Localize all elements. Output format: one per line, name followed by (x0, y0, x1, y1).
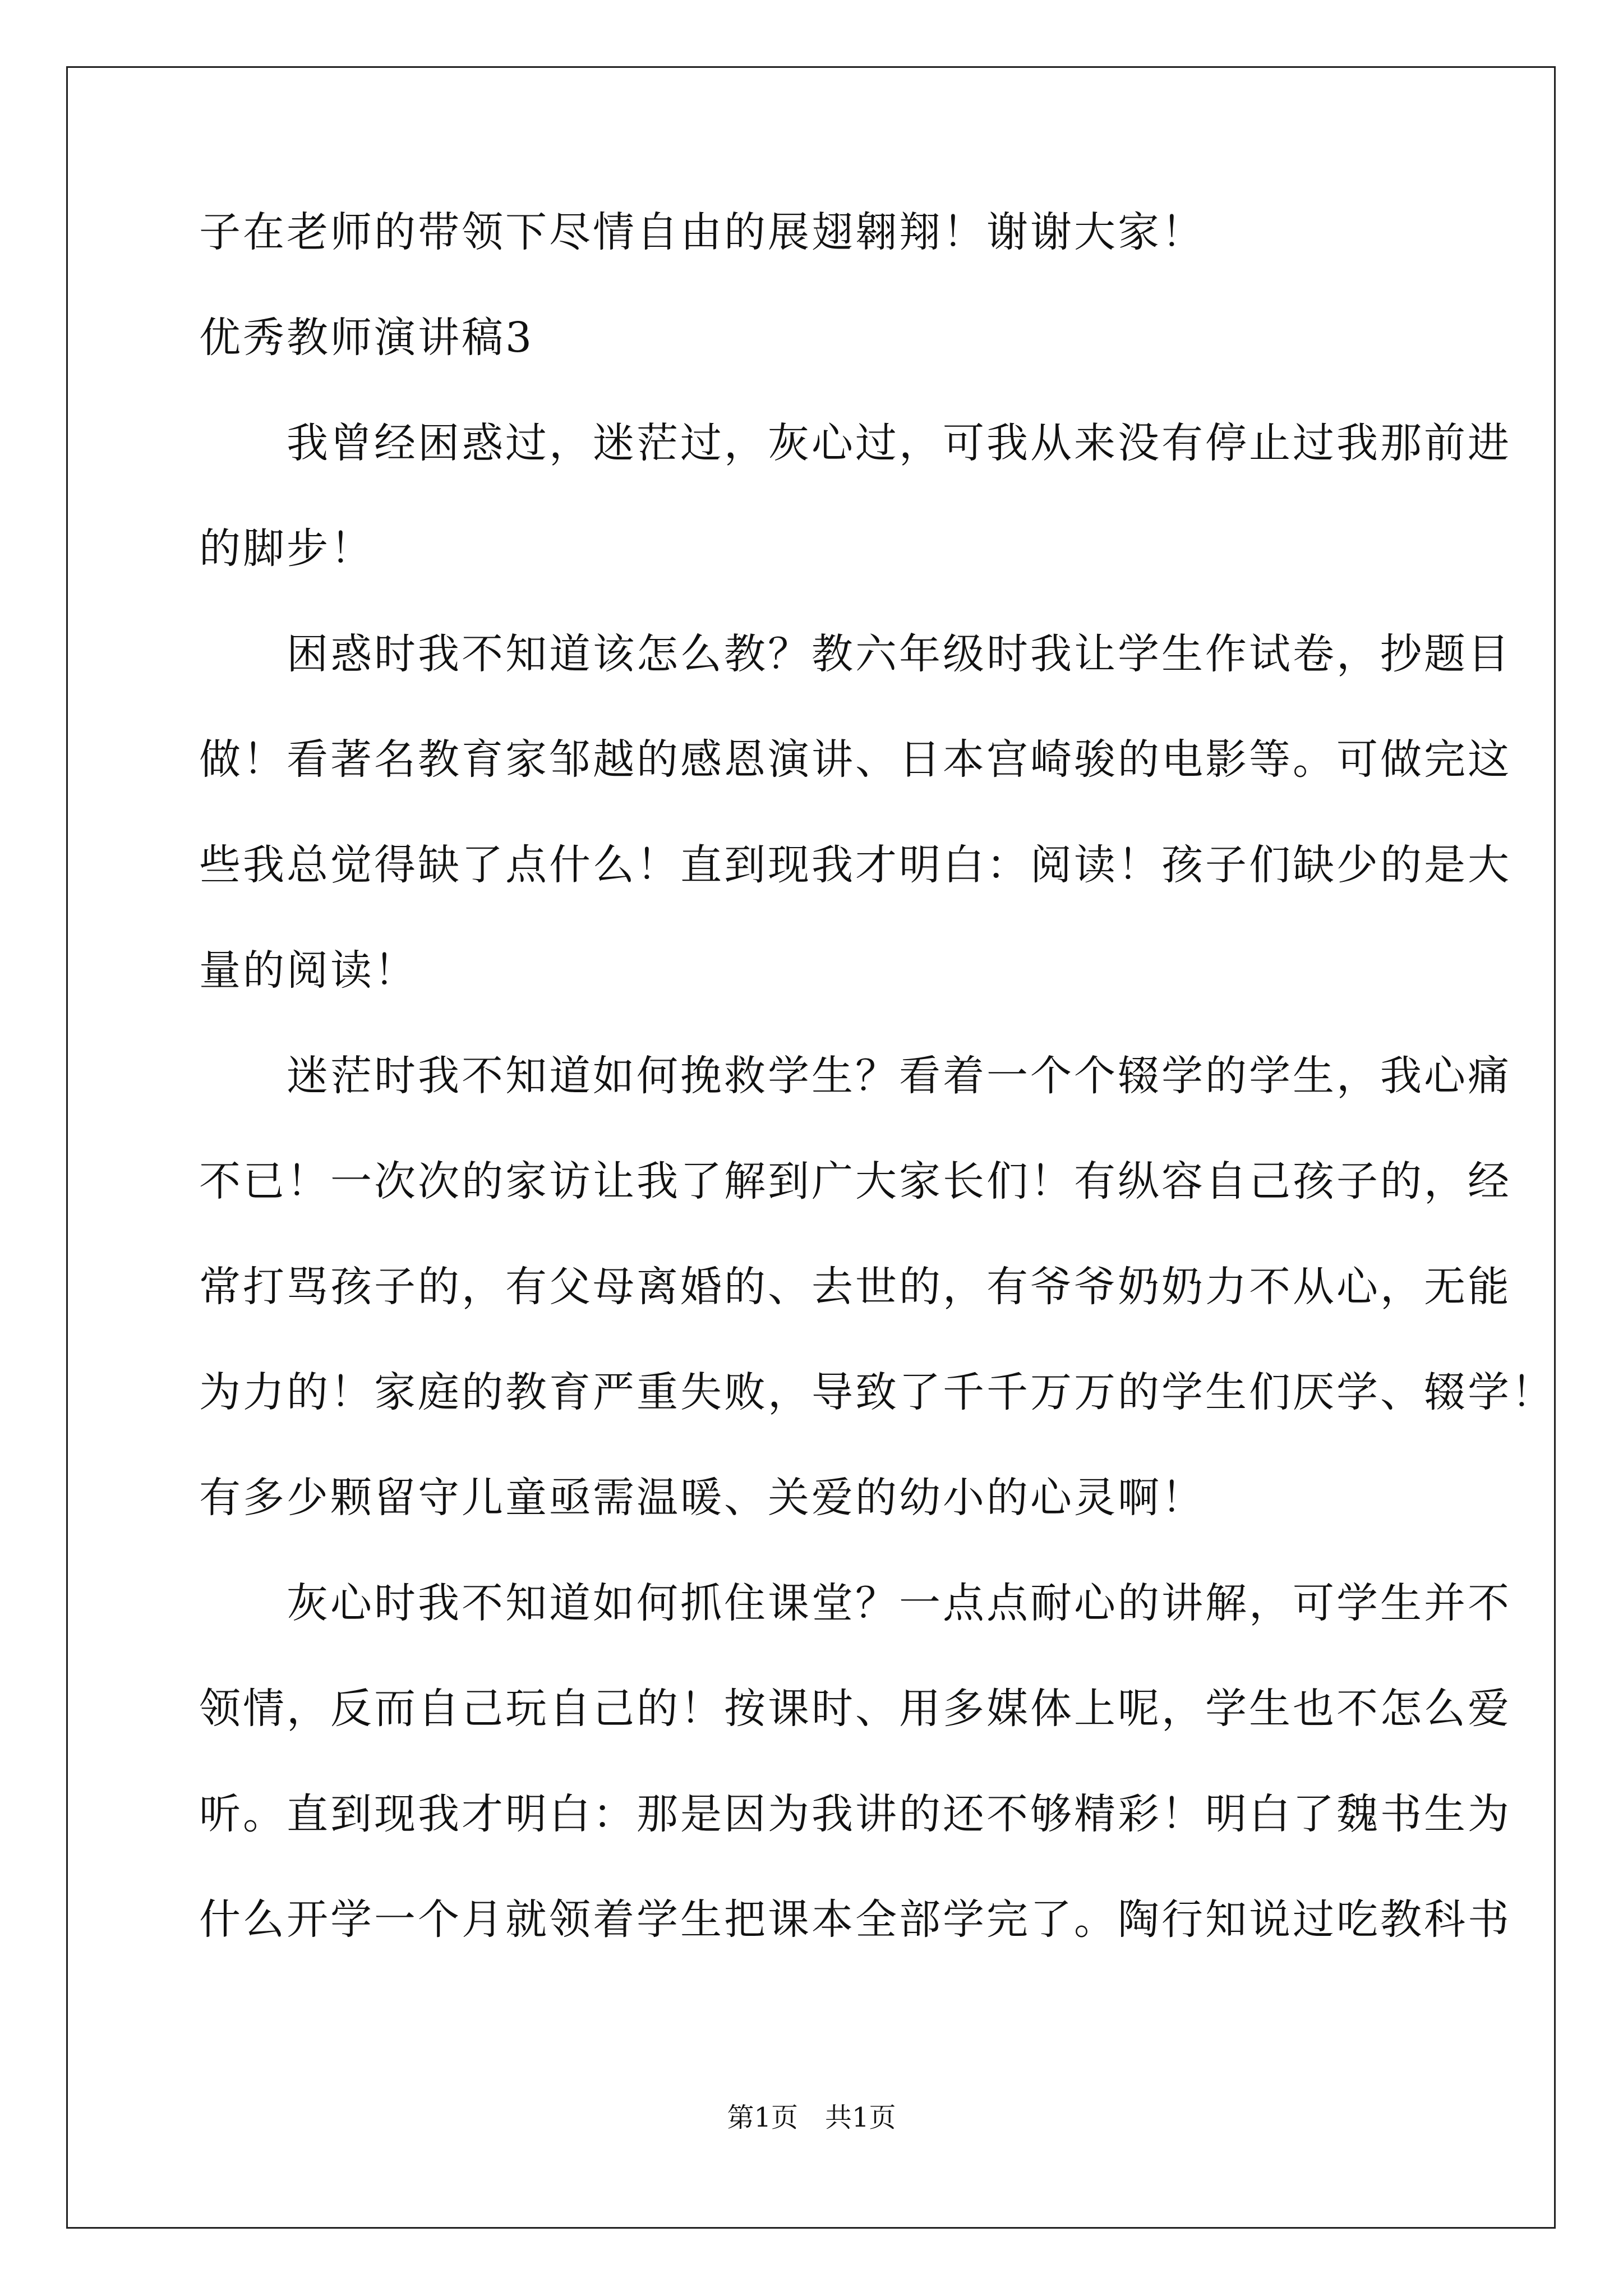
page-footer: 第1页 共1页 (727, 2102, 896, 2133)
text-line: 不已！一次次的家访让我了解到广大家长们！有纵容自己孩子的，经 (199, 1157, 1511, 1205)
text-line: 听。直到现我才明白：那是因为我讲的还不够精彩！明白了魏书生为 (199, 1790, 1511, 1838)
text-line: 常打骂孩子的，有父母离婚的、去世的，有爷爷奶奶力不从心，无能 (199, 1263, 1511, 1311)
text-line: 领情，反而自己玩自己的！按课时、用多媒体上呢，学生也不怎么爱 (199, 1685, 1511, 1733)
text-line: 困惑时我不知道该怎么教？教六年级时我让学生作试卷，抄题目 (199, 630, 1511, 678)
document-body (199, 205, 1555, 1947)
text-line: 的脚步！ (199, 524, 374, 573)
text-line: 我曾经困惑过，迷茫过，灰心过，可我从来没有停止过我那前进 (199, 419, 1511, 467)
text-line: 子在老师的带领下尽情自由的展翅翱翔！谢谢大家！ (199, 208, 1205, 256)
text-line: 些我总觉得缺了点什么！直到现我才明白：阅读！孩子们缺少的是大 (199, 841, 1511, 889)
section-heading: 优秀教师演讲稿3 (199, 314, 534, 362)
text-line: 迷茫时我不知道如何挽救学生？看着一个个辍学的学生，我心痛 (199, 1052, 1511, 1100)
text-line: 量的阅读！ (199, 946, 418, 995)
text-line: 什么开学一个月就领着学生把课本全部学完了。陶行知说过吃教科书 (199, 1895, 1511, 1944)
text-line: 灰心时我不知道如何抓住课堂？一点点耐心的讲解，可学生并不 (199, 1579, 1511, 1627)
text-line: 做！看著名教育家邹越的感恩演讲、日本宫崎骏的电影等。可做完这 (199, 735, 1511, 784)
text-line: 为力的！家庭的教育严重失败，导致了千千万万的学生们厌学、辍学！ (199, 1368, 1555, 1416)
text-line: 有多少颗留守儿童亟需温暖、关爱的幼小的心灵啊！ (199, 1474, 1205, 1522)
